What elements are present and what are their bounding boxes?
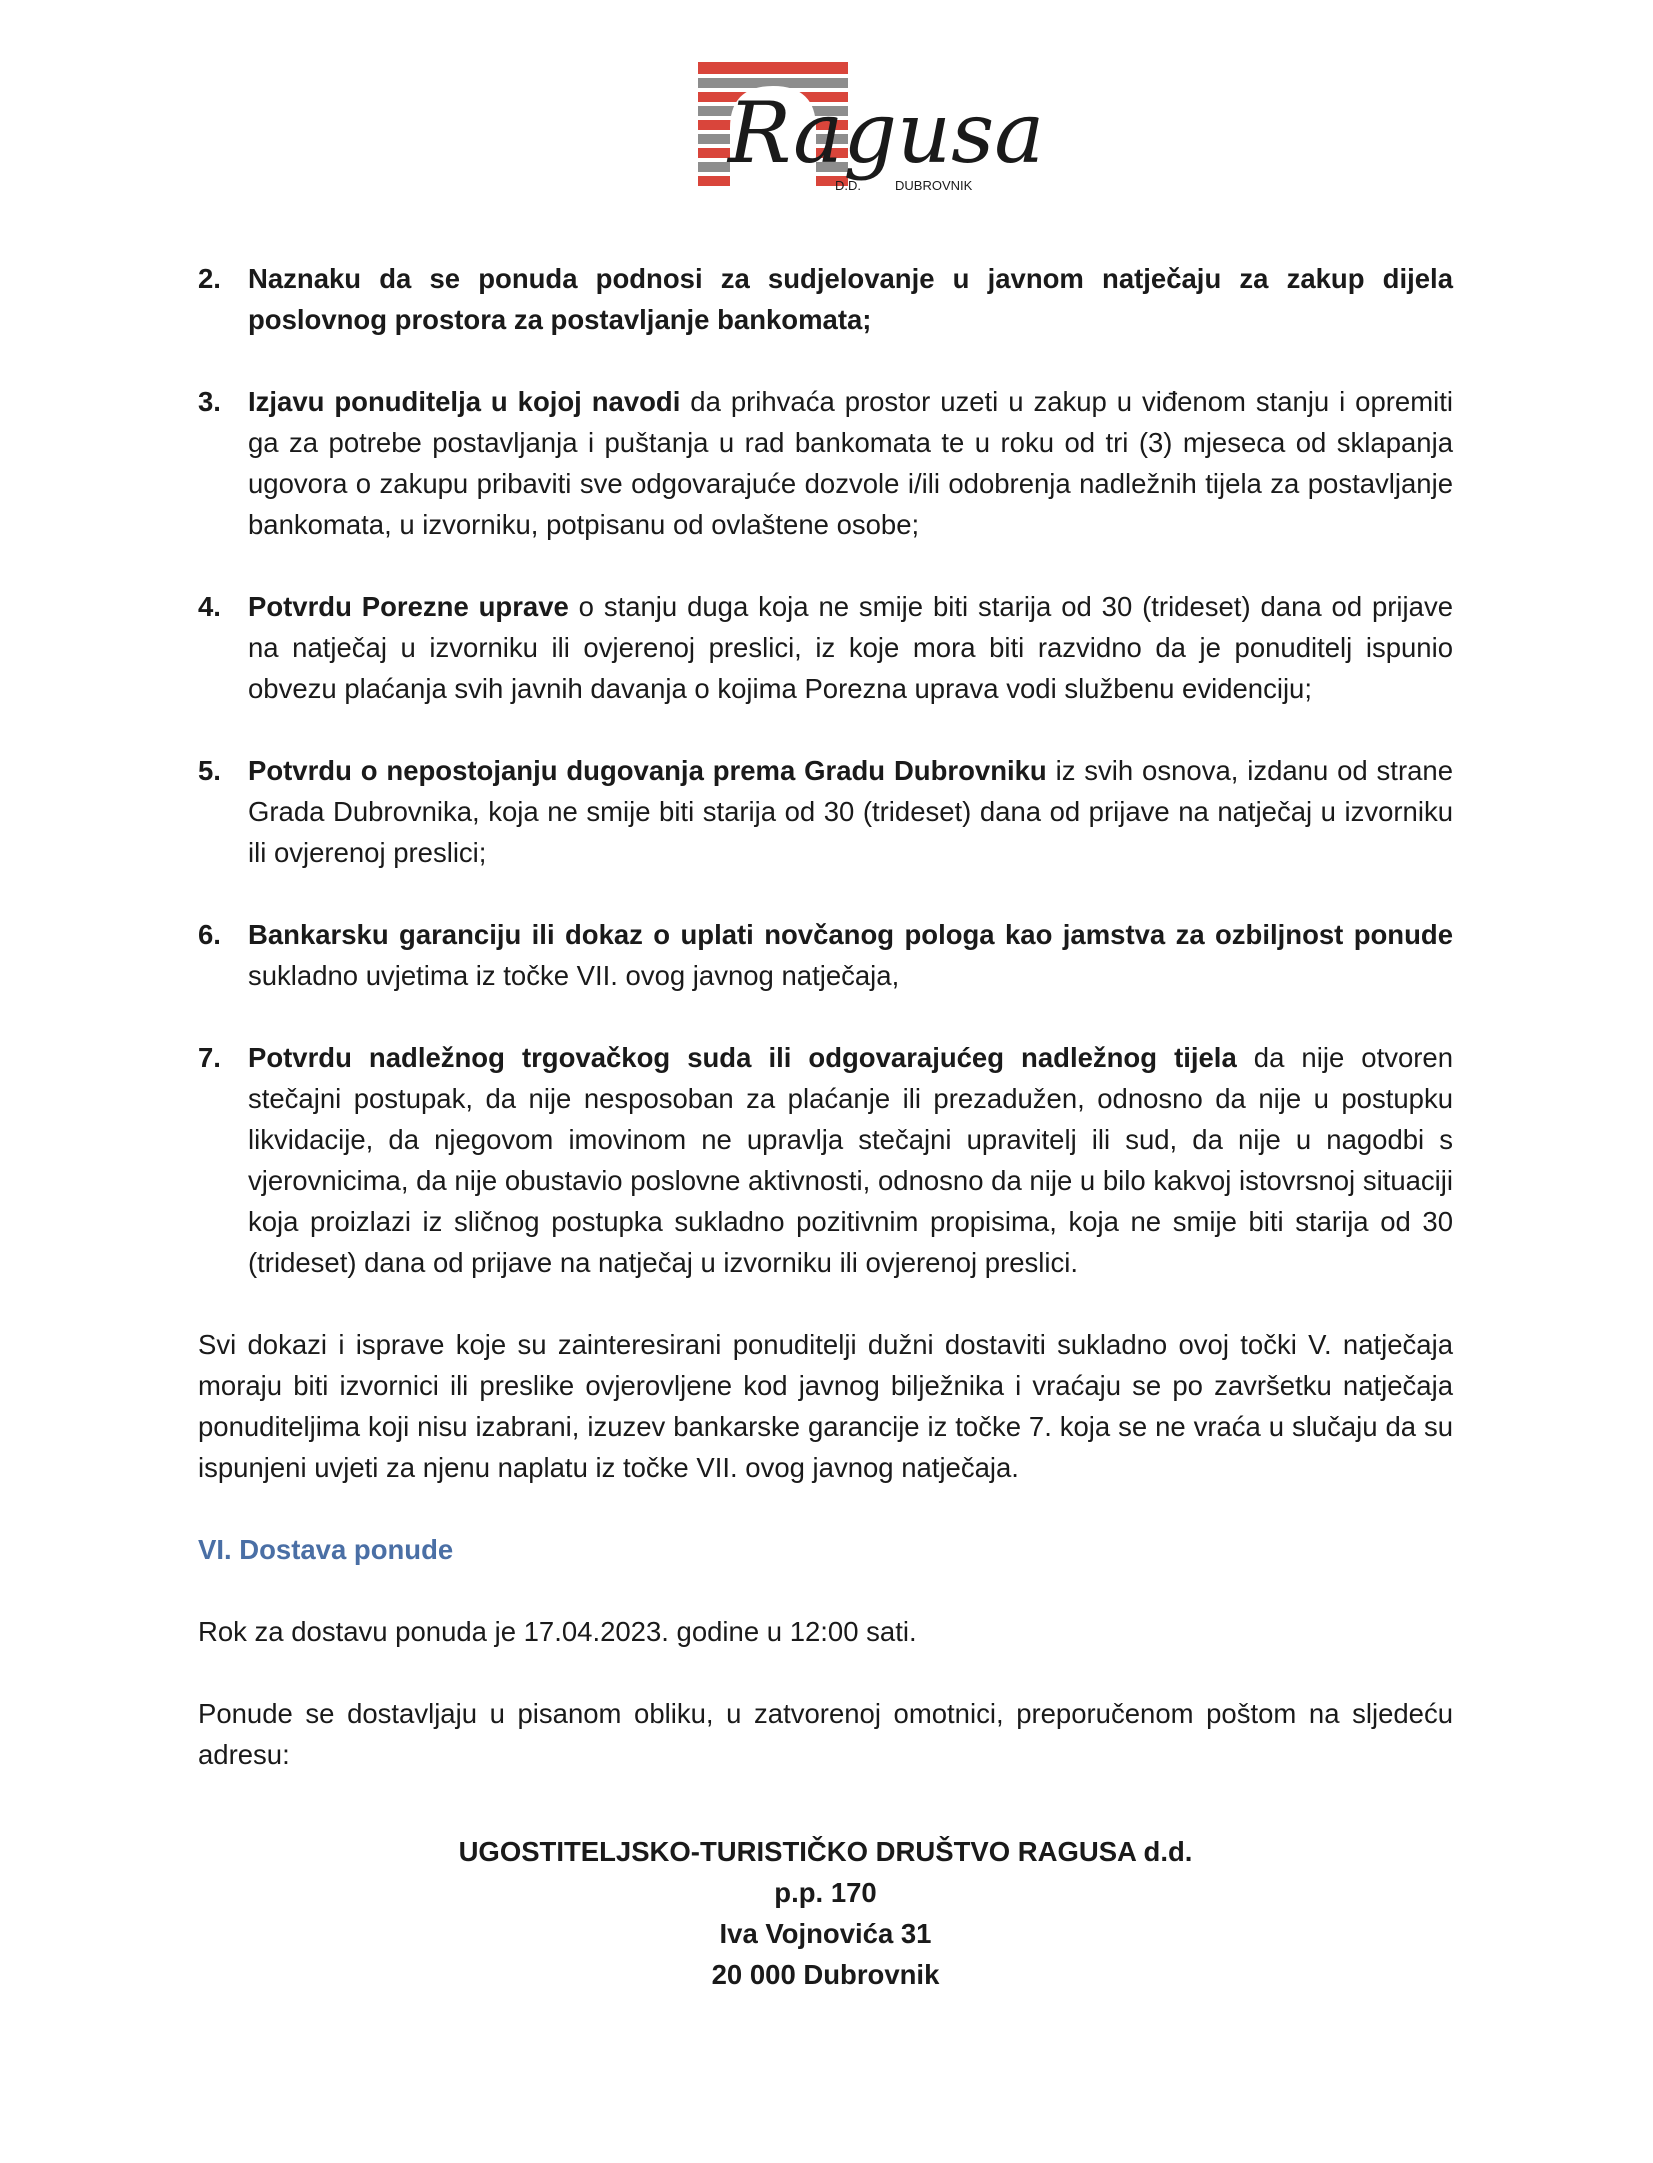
list-item-bold: Potvrdu Porezne uprave (248, 591, 569, 622)
list-item (198, 914, 1453, 996)
list-item (198, 586, 1453, 709)
address-line-company: UGOSTITELJSKO-TURISTIČKO DRUŠTVO RAGUSA d.d. (458, 1836, 1193, 1867)
list-item-bold: Potvrdu o nepostojanju dugovanja prema Gradu Dubrovniku (248, 755, 1047, 786)
logo-wordmark: Ragusa (728, 84, 1045, 182)
list-item-bold: Naznaku da se ponuda podnosi za sudjelovanje u javnom natječaju za zakup dijela poslovnog prostora za postavljanje bankomata; (248, 263, 1453, 335)
list-item (198, 750, 1453, 873)
list-number: 6. (198, 919, 221, 950)
list-item-bold: Bankarsku garanciju ili dokaz o uplati novčanog pologa kao jamstva za ozbiljnost ponude (248, 919, 1453, 950)
list-item-bold: Potvrdu nadležnog trgovačkog suda ili odgovarajućeg nadležnog tijela (248, 1042, 1237, 1073)
delivery-paragraph: Ponude se dostavljaju u pisanom obliku, u zatvorenoj omotnici, preporučenom poštom na sljedeću adresu: (198, 1698, 1453, 1770)
list-number: 3. (198, 386, 221, 417)
list-item-rest: sukladno uvjetima iz točke VII. ovog javnog natječaja, (248, 960, 900, 991)
address-line-city: 20 000 Dubrovnik (711, 1959, 940, 1990)
list-item-rest: da nije otvoren stečajni postupak, da nije nesposoban za plaćanje ili prezadužen, odnosno da nije u postupku likvidacije, da njegovom imovinom ne upravlja stečajni upravitelj ili sud, da nije u nagodbi s vjerovnicima, da nije obustavio poslovne aktivnosti, odnosno da nije u bilo kakvoj istovrsnoj situaciji koja proizlazi iz sličnog postupka sukladno pozitivnim propisima, koja ne smije biti starija od 30 (trideset) dana od prijave na natječaj u izvorniku ili ovjerenoj preslici. (248, 1042, 1454, 1278)
address-line-pobox: p.p. 170 (774, 1877, 877, 1908)
list-item-text (248, 1037, 1453, 1283)
list-item-text (248, 381, 1453, 545)
list-item (198, 258, 1453, 340)
postal-address (198, 1831, 1453, 1995)
list-item-rest: o stanju duga koja ne smije biti starija od 30 (trideset) dana od prijave na natječaj u izvorniku ili ovjerenoj preslici, iz koje mora biti razvidno da je ponuditelj ispunio obvezu plaćanja svih javnih davanja o kojima Porezna uprava vodi službenu evidenciju; (248, 591, 1453, 704)
list-item (198, 381, 1453, 545)
deadline-paragraph: Rok za dostavu ponuda je 17.04.2023. godine u 12:00 sati. (198, 1616, 917, 1647)
document-body (198, 258, 1453, 1995)
list-item-bold: Izjavu ponuditelja u kojoj navodi (248, 386, 681, 417)
list-number: 7. (198, 1042, 221, 1073)
list-item-text (248, 914, 1453, 996)
list-item-text (248, 750, 1453, 873)
address-line-street: Iva Vojnovića 31 (719, 1918, 932, 1949)
list-number: 4. (198, 591, 221, 622)
list-item-text (248, 586, 1453, 709)
ragusa-logo-graphic (690, 58, 1045, 198)
list-number: 2. (198, 263, 221, 294)
list-item-rest: da prihvaća prostor uzeti u zakup u viđenom stanju i opremiti ga za potrebe postavljanja i puštanja u rad bankomata te u roku od tri (3) mjeseca od sklapanja ugovora o zakupu pribaviti sve odgovarajuće dozvole i/ili odobrenja nadležnih tijela za postavljanje bankomata, u izvorniku, potpisanu od ovlaštene osobe; (248, 386, 1453, 540)
list-item-text (248, 258, 1453, 340)
company-logo (690, 58, 1045, 198)
list-item-rest: iz svih osnova, izdanu od strane Grada Dubrovnika, koja ne smije biti starija od 30 (trideset) dana od prijave na natječaj u izvorniku ili ovjerenoj preslici; (248, 755, 1453, 868)
closing-paragraph: Svi dokazi i isprave koje su zainteresirani ponuditelji dužni dostaviti sukladno ovoj točki V. natječaja moraju biti izvornici ili preslike ovjerovljene kod javnog bilježnika i vraćaju se po završetku natječaja ponuditeljima koji nisu izabrani, izuzev bankarske garancije iz točke 7. koja se ne vraća u slučaju da su ispunjeni uvjeti za njenu naplatu iz točke VII. ovog javnog natječaja. (198, 1329, 1453, 1483)
list-item (198, 1037, 1453, 1283)
list-number: 5. (198, 755, 221, 786)
section-heading: VI. Dostava ponude (198, 1534, 454, 1565)
logo-dd: D.D. (835, 178, 861, 193)
logo-dubrovnik: DUBROVNIK (895, 178, 973, 193)
